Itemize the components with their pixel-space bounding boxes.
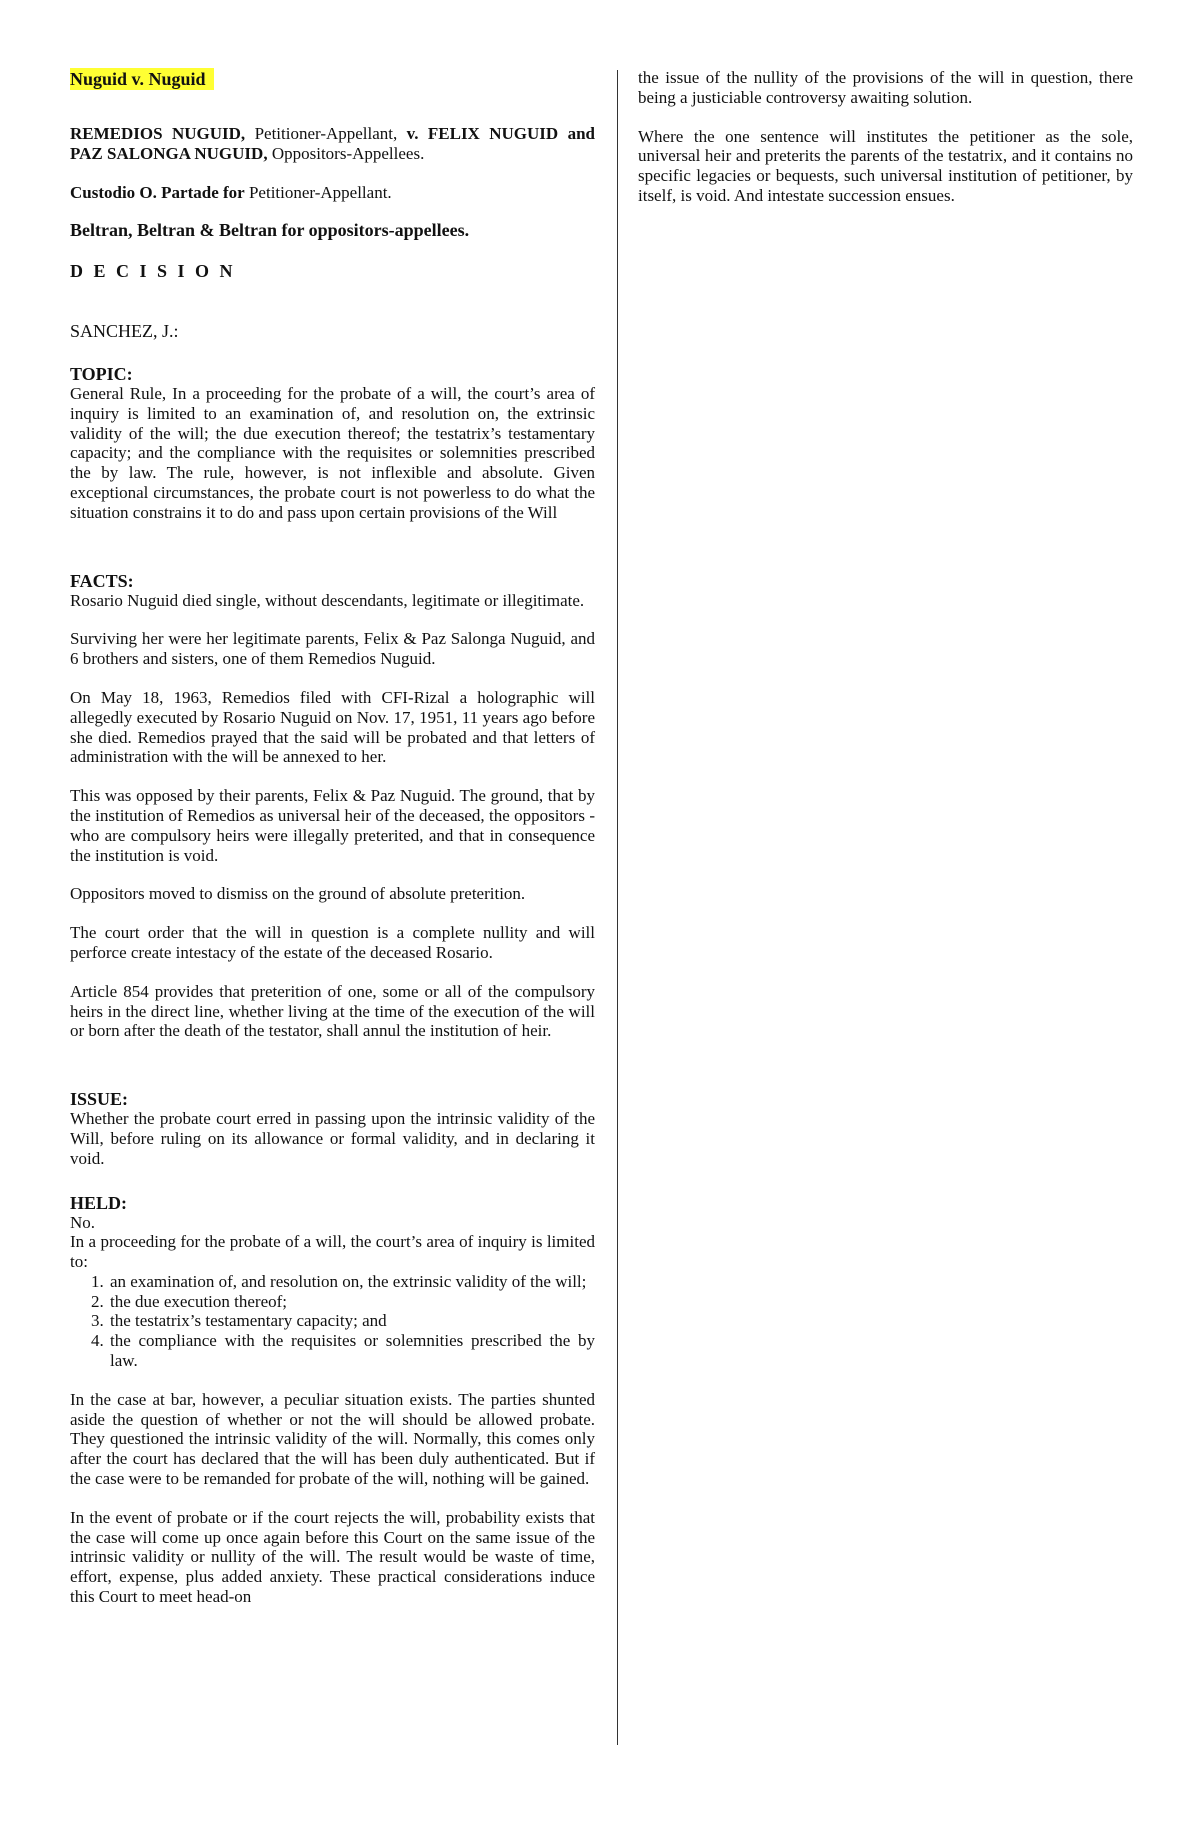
- held-paragraph-2: In the event of probate or if the court rejects the will, probability exists that the case will come up once again before this Court on the same issue of the intrinsic validity or nullity of the will. The result would be waste of time, effort, expense, plus added anxiety. These practical considerations induce this Court to meet head-on: [70, 1507, 595, 1607]
- versus: v.: [406, 124, 419, 143]
- held-intro: In a proceeding for the probate of a will, the court’s area of inquiry is limited to:: [70, 1232, 595, 1272]
- issue-heading: ISSUE:: [70, 1089, 129, 1110]
- held-list-item: 4. the compliance with the requisites or solemnities prescribed the by law.: [108, 1331, 595, 1371]
- facts-paragraph-6: The court order that the will in question is a complete nullity and will perforce create intestacy of the estate of the deceased Rosario.: [70, 923, 595, 962]
- right-paragraph-1: the issue of the nullity of the provisions of the will in question, there being a justiciable controversy awaiting solution.: [638, 68, 1133, 107]
- parties: [70, 124, 595, 164]
- facts-heading: FACTS:: [70, 570, 134, 591]
- facts-paragraph-4: This was opposed by their parents, Felix & Paz Nuguid. The ground, that by the institution of Remedios as universal heir of the deceased, the oppositors - who are compulsory heirs were illegally preterited, and that in consequence the institution is void.: [70, 786, 595, 865]
- topic-heading: TOPIC:: [70, 363, 133, 384]
- counsel-petitioner-name: Custodio O. Partade for: [70, 182, 245, 202]
- facts-paragraph-3: On May 18, 1963, Remedios filed with CFI-Rizal a holographic will allegedly executed by Rosario Nuguid on Nov. 17, 1951, 11 years ago before she died. Remedios prayed that the said will be probated and that letters of administration with the will be annexed to her.: [70, 687, 595, 767]
- case-title: Nuguid v. Nuguid: [70, 68, 214, 90]
- case-title-wrap: [70, 68, 595, 90]
- left-column: [70, 68, 595, 1607]
- held-answer: No.: [70, 1212, 96, 1232]
- held-heading: HELD:: [70, 1192, 128, 1213]
- held-list-item: 1. an examination of, and resolution on, the extrinsic validity of the will;: [108, 1272, 595, 1292]
- counsel-oppositors: Beltran, Beltran & Beltran for oppositors-appellees.: [70, 220, 470, 241]
- held-list: [70, 1272, 595, 1371]
- respondent-names: FELIX NUGUID and PAZ SALONGA NUGUID,: [70, 124, 595, 163]
- held-paragraph-1: In the case at bar, however, a peculiar situation exists. The parties shunted aside the question of whether or not the will should be allowed probate. They questioned the intrinsic validity of the will. Normally, this comes only after the court has declared that the will has been duly authenticated. But if the case were to be remanded for probate of the will, nothing will be gained.: [70, 1389, 595, 1489]
- facts-paragraph-1: Rosario Nuguid died single, without descendants, legitimate or illegitimate.: [70, 590, 585, 610]
- topic-text: General Rule, In a proceeding for the probate of a will, the court’s area of inquiry is limited to an examination of, and resolution on, the extrinsic validity of the will; the due execution thereof; the testatrix’s testamentary capacity; and the compliance with the requisites or solemnities prescribed the by law. The rule, however, is not inflexible and absolute. Given exceptional circumstances, the probate court is not powerless to do what the situation constrains it to do and pass upon certain provisions of the Will: [70, 383, 595, 522]
- right-paragraph-2: Where the one sentence will institutes the petitioner as the sole, universal heir and preterits the parents of the testatrix, and it contains no specific legacies or bequests, such universal institution of petitioner, by itself, is void. And intestate succession ensues.: [638, 126, 1133, 205]
- facts-paragraph-2: Surviving her were her legitimate parents, Felix & Paz Salonga Nuguid, and 6 brothers and sisters, one of them Remedios Nuguid.: [70, 629, 595, 669]
- petitioner-role: Petitioner-Appellant,: [245, 124, 407, 143]
- held-list-item: 3. the testatrix’s testamentary capacity; and: [108, 1311, 595, 1331]
- petitioner-name: REMEDIOS NUGUID,: [70, 124, 246, 143]
- right-column: [638, 68, 1133, 206]
- decision-label: D E C I S I O N: [70, 261, 236, 282]
- counsel-petitioner-role: Petitioner-Appellant.: [244, 182, 392, 202]
- column-divider: [617, 70, 618, 1745]
- respondent-role: Oppositors-Appellees.: [267, 143, 425, 163]
- issue-text: Whether the probate court erred in passing upon the intrinsic validity of the Will, before ruling on its allowance or formal validity, and in declaring it void.: [70, 1109, 595, 1168]
- held-list-item: 2. the due execution thereof;: [108, 1292, 595, 1312]
- facts-paragraph-5: Oppositors moved to dismiss on the ground of absolute preterition.: [70, 884, 526, 904]
- counsel-petitioner: [70, 183, 595, 203]
- justice: SANCHEZ, J.:: [70, 321, 179, 342]
- facts-paragraph-7: Article 854 provides that preterition of one, some or all of the compulsory heirs in the direct line, whether living at the time of the execution of the will or born after the death of the testator, shall annul the institution of heir.: [70, 981, 595, 1041]
